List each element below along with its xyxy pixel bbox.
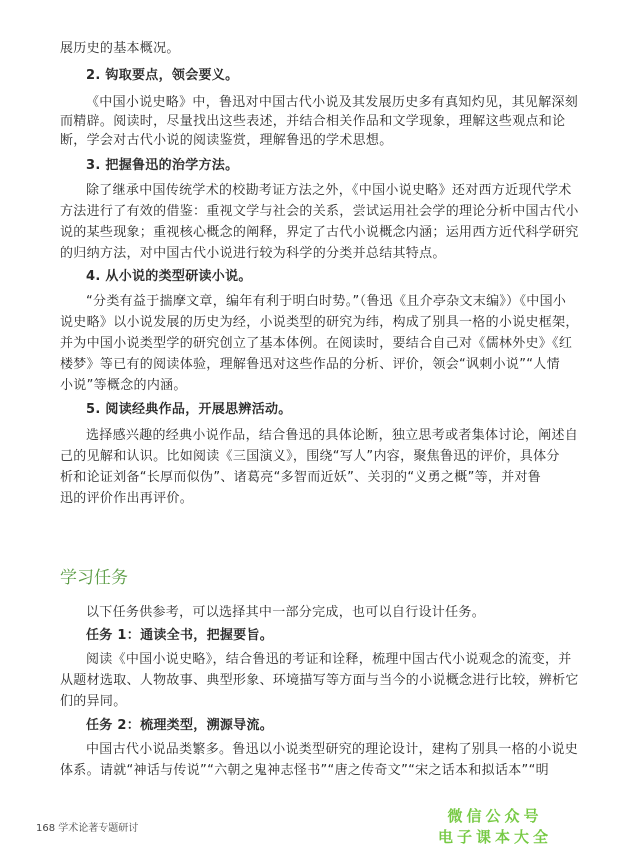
- paragraph-line: 阅读《中国小说史略》，结合鲁迅的考证和诠释，梳理中国古代小说观念的流变，并: [86, 652, 572, 667]
- task-heading: 任务 2：梳理类型，溯源导流。: [86, 718, 274, 733]
- paragraph-line: 而精辟。阅读时，尽量找出这些表述，并结合相关作品和文学现象，理解这些观点和论: [60, 114, 566, 129]
- paragraph-line: 体系。请就“神话与传说”“六朝之鬼神志怪书”“唐之传奇文”“宋之话本和拟话本”“明: [60, 763, 549, 778]
- paragraph-line: 中国古代小说品类繁多。鲁迅以小说类型研究的理论设计，建构了别具一格的小说史: [86, 742, 579, 757]
- paragraph-line: 选择感兴趣的经典小说作品，结合鲁迅的具体论断，独立思考或者集体讨论，阐述自: [86, 428, 579, 443]
- paragraph-line: 小说”等概念的内涵。: [60, 378, 187, 393]
- paragraph-line: 并为中国小说类型学的研究创立了基本体例。在阅读时，要结合自己对《儒林外史》《红: [60, 336, 573, 351]
- paragraph-line: “分类有益于揣摩文章，编年有利于明白时势。”（鲁迅《且介亭杂文末编》）《中国小: [86, 294, 567, 309]
- page-footer: [36, 819, 138, 834]
- paragraph-line: 从题材选取、人物故事、典型形象、环境描写等方面与当今的小说概念进行比较，辨析它: [60, 673, 579, 688]
- book-title: 学术论著专题研讨: [58, 823, 139, 834]
- paragraph-line: 己的见解和认识。比如阅读《三国演义》，围绕“写人”内容，聚焦鲁迅的评价，具体分: [60, 449, 560, 464]
- paragraph-line: 的归纳方法，对中国古代小说进行较为科学的分类并总结其特点。: [60, 246, 446, 261]
- paragraph-line: 说史略》以小说发展的历史为经，小说类型的研究为纬，构成了别具一格的小说史框架，: [60, 315, 579, 330]
- task-heading: 任务 1：通读全书，把握要旨。: [86, 628, 274, 643]
- paragraph-line: 楼梦》等已有的阅读体验，理解鲁迅对这些作品的分析、评价，领会“讽刺小说”“人情: [60, 357, 560, 372]
- item-heading: 2. 钩取要点，领会要义。: [86, 68, 239, 83]
- paragraph-line: 们的异同。: [60, 694, 127, 709]
- item-heading: 5. 阅读经典作品，开展思辨活动。: [86, 402, 292, 417]
- paragraph-line: 析和论证刘备“长厚而似伪”、诸葛亮“多智而近妖”、关羽的“义勇之概”等，并对鲁: [60, 470, 542, 485]
- paragraph-line: 展历史的基本概况。: [60, 41, 180, 56]
- paragraph-line: 断，学会对古代小说的阅读鉴赏，理解鲁迅的学术思想。: [60, 133, 393, 148]
- section-title: 学习任务: [60, 568, 128, 588]
- page-number: 168: [36, 823, 56, 834]
- paragraph-line: 迅的评价作出再评价。: [60, 491, 194, 506]
- paragraph-line: 说的某些现象；重视核心概念的阐释，界定了古代小说概念内涵；运用西方近代科学研究: [60, 225, 579, 240]
- section-intro: 以下任务供参考，可以选择其中一部分完成，也可以自行设计任务。: [86, 605, 486, 620]
- watermark-line-2: 电子课本大全: [437, 828, 552, 846]
- paragraph-line: 方法进行了有效的借鉴：重视文学与社会的关系，尝试运用社会学的理论分析中国古代小: [60, 204, 579, 219]
- paragraph-line: 除了继承中国传统学术的校勘考证方法之外，《中国小说史略》还对西方近现代学术: [86, 183, 572, 198]
- paragraph-line: 《中国小说史略》中，鲁迅对中国古代小说及其发展历史多有真知灼见，其见解深刻: [86, 95, 579, 110]
- watermark-line-1: 微信公众号: [447, 807, 543, 825]
- item-heading: 4. 从小说的类型研读小说。: [86, 269, 252, 284]
- item-heading: 3. 把握鲁迅的治学方法。: [86, 158, 239, 173]
